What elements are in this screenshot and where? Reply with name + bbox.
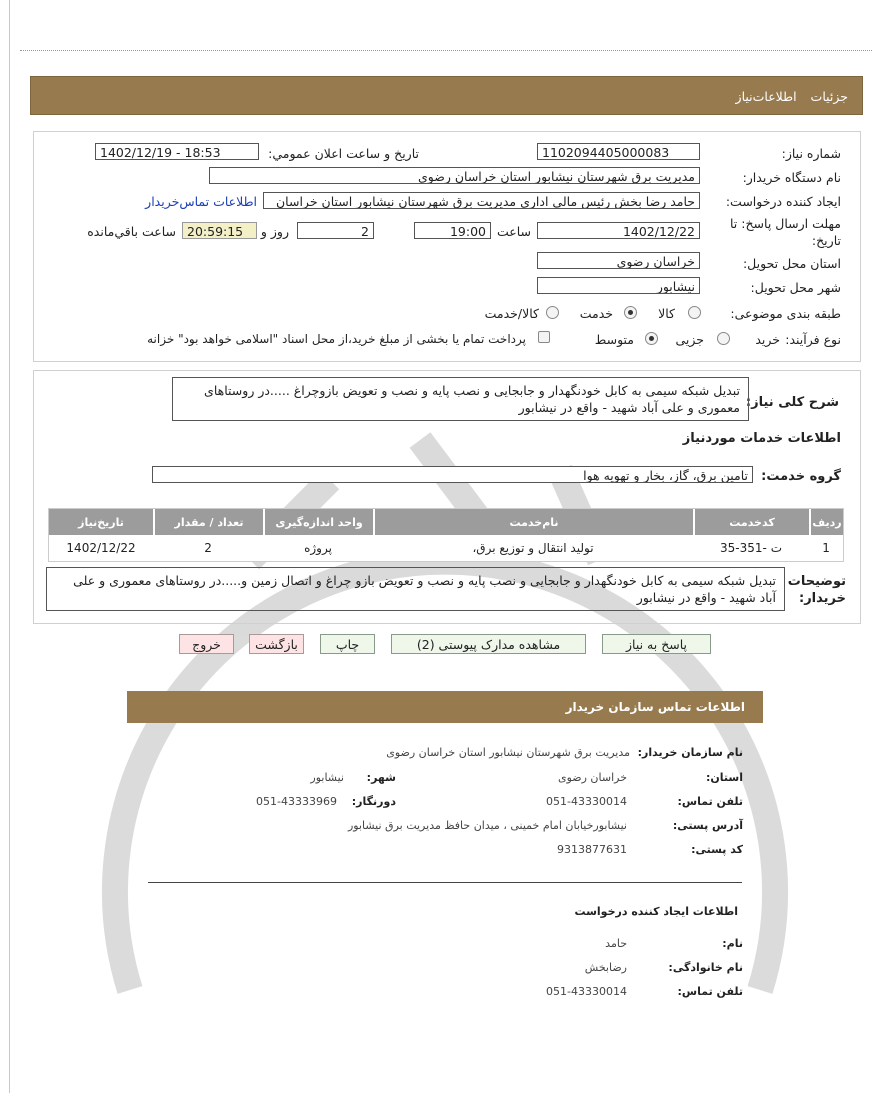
deadline-time-label: ساعت [496, 224, 531, 239]
creator-label: ایجاد کننده درخواست: [725, 194, 841, 209]
col-unit-header: واحد اندازه‌گیری [263, 509, 373, 535]
process-buy-label: خرید [755, 332, 780, 347]
buyer-notes-box: تبدیل شبکه سیمی به کابل خودنگهدار و جابجایی و نصب پایه و نصب و تعویض بازو چراغ و اتصال زمین و.....در روستاهای معموری و علی آباد شهید - واقع در نیشابور [46, 567, 785, 611]
col-date-header: تاریخ‌نیاز [78, 515, 124, 529]
days-field[interactable]: 2 [297, 222, 374, 239]
tab-need-info[interactable]: اطلاعات‌نیاز [735, 89, 797, 104]
deadline-label-date: تاریخ: [811, 233, 841, 248]
exit-button[interactable]: خروج [179, 634, 234, 654]
category-goods-radio[interactable] [688, 306, 701, 319]
creator-phone: 051-43330014 [546, 985, 627, 998]
category-service-label: خدمت [579, 306, 613, 321]
province-label: استان محل تحویل: [742, 256, 841, 271]
category-service-radio[interactable] [624, 306, 637, 319]
back-button[interactable]: بازگشت [249, 634, 304, 654]
category-label: طبقه بندی موضوعی: [730, 306, 841, 321]
category-goods-service-radio[interactable] [546, 306, 559, 319]
col-qty-header: تعداد / مقدار [153, 509, 263, 535]
creator-phone-label: تلفن تماس: [677, 985, 743, 998]
buyer-org-field[interactable]: مدیریت برق شهرستان نیشابور استان خراسان رضوی [209, 167, 700, 184]
process-partial-label: جزیی [675, 332, 704, 347]
creator-field[interactable]: حامد رضا بخش رئیس مالی اداری مدیریت برق شهرستان نیشابور استان خراسان [263, 192, 700, 209]
contact-phone-label: تلفن تماس: [677, 795, 743, 808]
contact-phone: 051-43330014 [546, 795, 627, 808]
creator-info-title: اطلاعات ایجاد کننده درخواست [574, 905, 738, 918]
city-label: شهر محل تحویل: [750, 280, 841, 295]
remaining-time-field: 20:59:15 [182, 222, 257, 239]
services-table-header [49, 509, 843, 535]
page-frame-line [9, 0, 10, 1093]
need-number-label: شماره نیاز: [781, 146, 841, 161]
process-partial-radio[interactable] [717, 332, 730, 345]
creator-family: رضابخش [584, 961, 627, 974]
buyer-contact-link[interactable]: اطلاعات تماس‌خریدار [145, 194, 257, 209]
need-info-panel [33, 131, 861, 362]
contact-fax-label: دورنگار: [351, 795, 396, 808]
creator-family-label: نام خانوادگی: [668, 961, 743, 974]
payment-checkbox[interactable] [538, 331, 550, 343]
announce-label: تاریخ و ساعت اعلان عمومي: [268, 146, 419, 161]
contact-org-label: نام سازمان خریدار: [637, 746, 743, 759]
view-docs-button[interactable]: مشاهده مدارک پیوستی (2) [391, 634, 586, 654]
contact-address-label: آدرس پستی: [672, 819, 743, 832]
announce-field[interactable]: 1402/12/19 - 18:53 [95, 143, 259, 160]
city-field[interactable]: نیشابور [537, 277, 700, 294]
contact-address: نیشابورخیابان امام خمینی ، میدان حافظ مدیریت برق نیشابور [347, 819, 627, 832]
contact-fax: 051-43333969 [256, 795, 337, 808]
remaining-label: ساعت باقي‌مانده [87, 224, 176, 239]
contact-title: اطلاعات تماس سازمان خریدار [565, 700, 745, 714]
category-goods-service-label: کالا/خدمت [484, 306, 539, 321]
contact-postal-label: کد پستی: [691, 843, 743, 856]
cell-code: ت -351-35 [720, 541, 782, 555]
respond-button[interactable]: پاسخ به نیاز [602, 634, 711, 654]
services-title: اطلاعات خدمات موردنیاز [682, 431, 841, 446]
contact-city-label: شهر: [366, 771, 396, 784]
deadline-label: مهلت ارسال پاسخ: تا [730, 216, 841, 231]
deadline-date-field[interactable]: 1402/12/22 [537, 222, 700, 239]
header-bar [30, 76, 863, 115]
process-medium-label: متوسط [594, 332, 634, 347]
tab-details[interactable]: جزئیات [810, 89, 848, 104]
cell-unit: پروژه [304, 541, 332, 555]
services-table [48, 508, 844, 562]
days-label: روز و [260, 224, 289, 239]
col-code-header: کدخدمت [693, 509, 809, 535]
buyer-notes-label-2: خریدار: [799, 591, 846, 606]
cell-name: تولید انتقال و توزیع برق، [472, 541, 594, 555]
summary-box: تبدیل شبکه سیمی به کابل خودنگهدار و جابجایی و نصب پایه و نصب و تعویض بازوچراغ .....در روستاهای معموری و علی آباد شهید - واقع در نیشابور [172, 377, 749, 421]
summary-label: شرح کلی نیاز: [745, 395, 839, 410]
print-button[interactable]: چاپ [320, 634, 375, 654]
page-top-divider [20, 50, 872, 51]
col-row-header: ردیف [809, 509, 843, 535]
service-group-field[interactable]: تامین برق، گاز، بخار و تهویه هوا [152, 466, 753, 483]
buyer-org-label: نام دستگاه خریدار: [742, 170, 841, 185]
table-row [49, 535, 843, 561]
col-name-header: نام‌خدمت [373, 509, 693, 535]
creator-name-label: نام: [722, 937, 743, 950]
process-medium-radio[interactable] [645, 332, 658, 345]
service-group-label: گروه خدمت: [761, 469, 841, 484]
contact-header [127, 691, 763, 723]
category-goods-label: کالا [658, 306, 675, 321]
payment-note: پرداخت تمام یا بخشی از مبلغ خرید،از محل اسناد "اسلامی خواهد بود" خزانه [147, 332, 526, 346]
contact-org: مدیریت برق شهرستان نیشابور استان خراسان رضوی [386, 746, 630, 759]
province-field[interactable]: خراسان رضوی [537, 252, 700, 269]
deadline-time-field[interactable]: 19:00 [414, 222, 491, 239]
contact-city: نیشابور [310, 771, 344, 784]
buyer-notes-label: توضیحات [787, 574, 846, 589]
cell-date: 1402/12/22 [66, 541, 136, 555]
creator-name: حامد [605, 937, 627, 950]
cell-row: 1 [822, 541, 830, 555]
need-number-field[interactable]: 1102094405000083 [537, 143, 700, 160]
contact-postal: 9313877631 [557, 843, 627, 856]
contact-separator [148, 882, 742, 883]
cell-qty: 2 [204, 541, 212, 555]
contact-province: خراسان رضوی [557, 771, 627, 784]
process-label: نوع فرآیند: [785, 332, 841, 347]
contact-province-label: استان: [706, 771, 743, 784]
